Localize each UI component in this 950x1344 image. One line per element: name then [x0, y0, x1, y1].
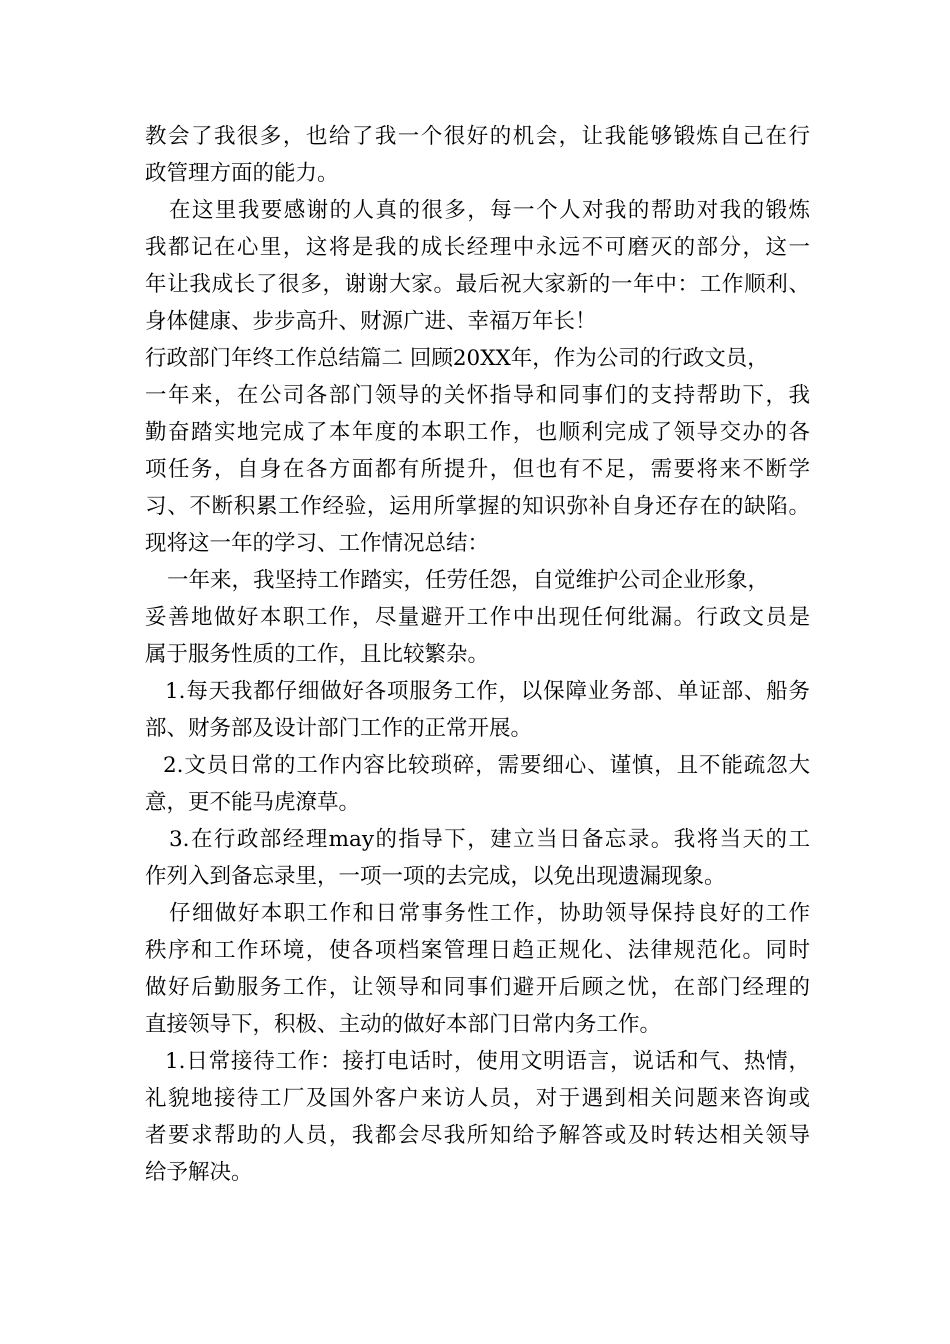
text-line: 身体健康、步步高升、财源广进、幸福万年长！ — [145, 309, 597, 334]
text-line: 在这里我要感谢的人真的很多，每一个人对我的帮助对我的锻炼 — [169, 198, 810, 223]
text-line: 者要求帮助的人员，我都会尽我所知给予解答或及时转达相关领导 — [145, 1123, 810, 1148]
text-line: 1.每天我都仔细做好各项服务工作，以保障业务部、单证部、船务 — [165, 679, 810, 704]
text-line: 仔细做好本职工作和日常事务性工作，协助领导保持良好的工作 — [169, 901, 810, 926]
text-line: 作列入到备忘录里，一项一项的去完成，以免出现遗漏现象。 — [145, 864, 726, 889]
text-line: 一年来，在公司各部门领导的关怀指导和同事们的支持帮助下，我 — [145, 383, 810, 408]
text-line: 礼貌地接待工厂及国外客户来访人员，对于遇到相关问题来咨询或 — [145, 1086, 810, 1111]
text-line: 年让我成长了很多，谢谢大家。最后祝大家新的一年中：工作顺利、 — [145, 272, 810, 297]
text-line: 现将这一年的学习、工作情况总结： — [145, 531, 490, 556]
text-line: 妥善地做好本职工作，尽量避开工作中出现任何纰漏。行政文员是 — [145, 605, 810, 630]
text-line: 一年来，我坚持工作踏实，任劳任怨，自觉维护公司企业形象， — [167, 568, 770, 593]
text-line: 2.文员日常的工作内容比较琐碎，需要细心、谨慎，且不能疏忽大 — [163, 753, 810, 778]
text-line: 属于服务性质的工作，且比较繁杂。 — [145, 642, 490, 667]
text-line: 教会了我很多，也给了我一个很好的机会，让我能够锻炼自己在行 — [145, 124, 810, 149]
text-line: 勤奋踏实地完成了本年度的本职工作，也顺利完成了领导交办的各 — [145, 420, 810, 445]
text-line: 给予解决。 — [145, 1160, 253, 1185]
text-line: 做好后勤服务工作，让领导和同事们避开后顾之忧，在部门经理的 — [145, 975, 810, 1000]
text-line: 直接领导下，积极、主动的做好本部门日常内务工作。 — [145, 1012, 662, 1037]
text-line: 部、财务部及设计部门工作的正常开展。 — [145, 716, 533, 741]
text-line: 习、不断积累工作经验，运用所掌握的知识弥补自身还存在的缺陷。 — [145, 494, 810, 519]
document-body — [145, 118, 810, 1191]
text-line: 项任务，自身在各方面都有所提升，但也有不足，需要将来不断学 — [145, 457, 810, 482]
text-line: 行政部门年终工作总结篇二 回顾20XX年，作为公司的行政文员， — [145, 346, 769, 371]
text-line: 政管理方面的能力。 — [145, 161, 339, 186]
text-line: 3.在行政部经理may的指导下，建立当日备忘录。我将当天的工 — [169, 827, 810, 852]
text-line: 我都记在心里，这将是我的成长经理中永远不可磨灭的部分，这一 — [145, 235, 810, 260]
text-line: 1.日常接待工作：接打电话时，使用文明语言，说话和气、热情， — [165, 1049, 810, 1074]
text-line: 意，更不能马虎潦草。 — [145, 790, 361, 815]
text-line: 秩序和工作环境，使各项档案管理日趋正规化、法律规范化。同时 — [145, 938, 810, 963]
